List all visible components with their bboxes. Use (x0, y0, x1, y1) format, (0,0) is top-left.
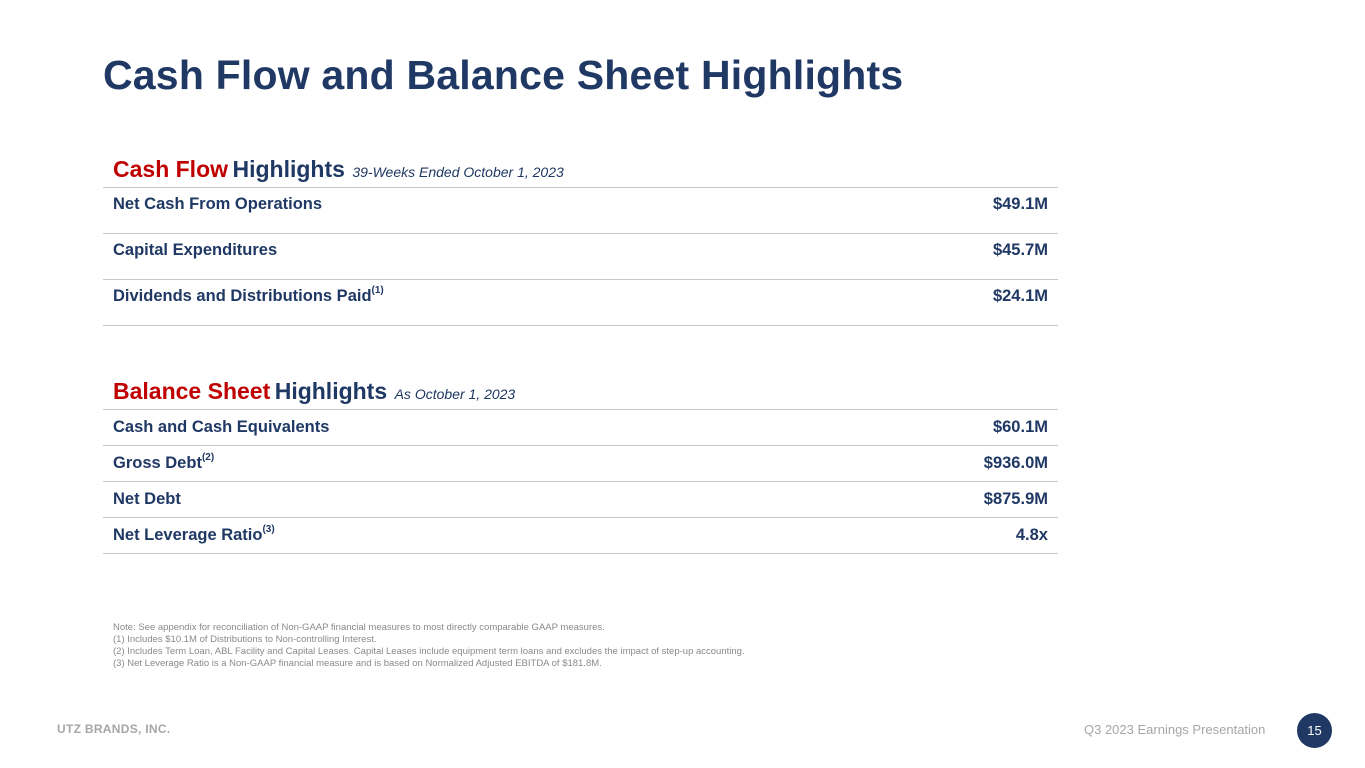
row-value: $60.1M (992, 418, 1048, 436)
cash-flow-heading-accent: Cash Flow (113, 156, 229, 182)
table-row (103, 482, 1058, 518)
table-row (103, 234, 1058, 280)
footnote-line: (2) Includes Term Loan, ABL Facility and Capital Leases. Capital Leases include equipment term loans and excludes the impact of step-up accounting. (113, 646, 745, 657)
row-value: 4.8x (1015, 526, 1048, 544)
table-row (103, 410, 1058, 446)
row-label: Dividends and Distributions Paid$^{(1)}$ (113, 285, 384, 305)
footer-company: UTZ BRANDS, INC. (57, 722, 171, 736)
row-label: Net Leverage Ratio$^{(3)}$ (113, 524, 275, 544)
page-title: Cash Flow and Balance Sheet Highlights (103, 52, 904, 98)
cash-flow-header (103, 154, 1058, 188)
balance-sheet-header (103, 376, 1058, 410)
balance-sheet-heading-date: As October 1, 2023 (394, 386, 516, 402)
footnote-marker: (1) (371, 285, 384, 296)
cash-flow-section (103, 154, 1058, 326)
table-row (103, 188, 1058, 234)
page-number-badge: 15 (1297, 713, 1332, 748)
row-value: $45.7M (992, 241, 1048, 259)
footnote-line: (3) Net Leverage Ratio is a Non-GAAP financial measure and is based on Normalized Adjusted EBITDA of $181.8M. (113, 658, 602, 669)
footnote-marker: (3) (262, 524, 275, 535)
table-row (103, 518, 1058, 554)
row-value: $875.9M (983, 490, 1048, 508)
footnote-marker: (2) (201, 452, 215, 463)
footnote-line: (1) Includes $10.1M of Distributions to Non-controlling Interest. (113, 634, 377, 645)
table-row (103, 280, 1058, 326)
row-label: Cash and Cash Equivalents (113, 418, 330, 436)
row-label: Gross Debt$^{(2)}$ (113, 452, 215, 472)
footnote-line: Note: See appendix for reconciliation of Non-GAAP financial measures to most directly comparable GAAP measures. (113, 622, 605, 633)
row-label: Net Cash From Operations (113, 195, 323, 213)
cash-flow-heading-main: Highlights (232, 156, 345, 182)
row-value: $24.1M (992, 287, 1048, 305)
row-label: Net Debt (113, 490, 181, 508)
cash-flow-heading-period: 39-Weeks Ended October 1, 2023 (352, 164, 564, 180)
row-value: $49.1M (992, 195, 1048, 213)
table-row (103, 446, 1058, 482)
balance-sheet-heading-accent: Balance Sheet (113, 378, 271, 404)
balance-sheet-section (103, 376, 1058, 554)
row-label: Capital Expenditures (113, 241, 278, 259)
footnotes (113, 622, 1013, 670)
footer-presentation-title: Q3 2023 Earnings Presentation (1084, 722, 1266, 737)
row-value: $936.0M (983, 454, 1048, 472)
balance-sheet-heading-main: Highlights (274, 378, 388, 404)
